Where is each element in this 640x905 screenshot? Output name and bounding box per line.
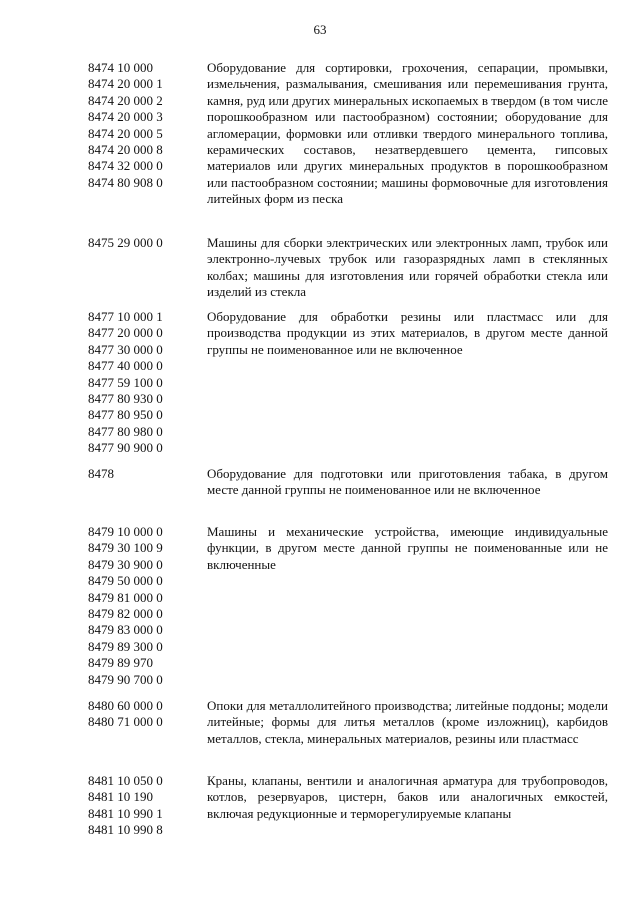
code-list (88, 60, 207, 235)
product-code: 8479 50 000 0 (88, 573, 163, 589)
product-description: Машины для сборки электрических или электронных ламп, трубок или электронно-лучевых трубок или газоразрядных ламп в стеклянных колбах; машины для изготовления или горячей обработки стекла или изделий из стекла (207, 235, 608, 300)
code-list (88, 235, 207, 309)
product-code: 8479 89 300 0 (88, 638, 163, 654)
code-list (88, 309, 207, 466)
table-row (88, 60, 608, 235)
product-code: 8474 80 908 0 (88, 174, 163, 190)
product-code: 8477 40 000 0 (88, 358, 163, 374)
code-list (88, 524, 207, 698)
product-code: 8480 71 000 0 (88, 714, 163, 730)
code-list (88, 773, 207, 843)
product-code: 8474 20 000 3 (88, 109, 163, 125)
table-row (88, 773, 608, 843)
product-code: 8480 60 000 0 (88, 698, 163, 713)
product-code: 8477 80 950 0 (88, 407, 163, 423)
table-row (88, 698, 608, 773)
table-row (88, 235, 608, 309)
product-code: 8477 80 980 0 (88, 423, 163, 439)
product-description: Оборудование для подготовки или приготовления табака, в другом месте данной группы не поименованное или не включенное (207, 466, 608, 498)
product-code: 8477 30 000 0 (88, 341, 163, 357)
table-row (88, 309, 608, 466)
product-code: 8474 10 000 (88, 60, 153, 75)
product-code: 8477 10 000 1 (88, 309, 163, 324)
product-code: 8477 80 930 0 (88, 391, 163, 407)
product-code: 8474 20 000 8 (88, 142, 163, 158)
product-code: 8474 32 000 0 (88, 158, 163, 174)
product-code: 8474 20 000 1 (88, 76, 163, 92)
product-code: 8477 20 000 0 (88, 325, 163, 341)
product-description: Машины и механические устройства, имеющие индивидуальные функции, в другом месте данной группы не поименованные или не включенные (207, 524, 608, 572)
product-code: 8479 10 000 0 (88, 524, 163, 539)
product-code: 8479 82 000 0 (88, 606, 163, 622)
code-list (88, 698, 207, 773)
table-row (88, 524, 608, 698)
product-code: 8479 30 900 0 (88, 556, 163, 572)
product-code: 8479 89 970 (88, 655, 153, 671)
code-list (88, 466, 207, 524)
product-code: 8474 20 000 5 (88, 125, 163, 141)
product-description: Оборудование для обработки резины или пластмасс или для производства продукции из этих материалов, в другом месте данной группы не поименованное или не включенное (207, 309, 608, 357)
table-row (88, 466, 608, 524)
product-description: Опоки для металлолитейного производства; литейные поддоны; модели литейные; формы для литья металлов (кроме изложниц), карбидов металлов, стекла, минеральных материалов, резины или пластмасс (207, 698, 608, 746)
product-description: Оборудование для сортировки, грохочения, сепарации, промывки, измельчения, размалывания, смешивания или перемешивания грунта, камня, руд или других минеральных ископаемых в твердом (в том числе порошкообразном или пастообразном) состоянии; оборудование для агломерации, формовки или отливки твердого минерального топлива, керамических составов, незатвердевшего цемента, гипсовых материалов или других минеральных продуктов в порошкообразном или пастообразном состоянии; машины формовочные для изготовления литейных форм из песка (207, 60, 608, 207)
product-code: 8479 30 100 9 (88, 540, 163, 556)
product-code: 8475 29 000 0 (88, 235, 163, 250)
code-table (88, 60, 608, 843)
product-code: 8474 20 000 2 (88, 92, 163, 108)
product-code: 8481 10 990 1 (88, 805, 163, 821)
product-code: 8477 59 100 0 (88, 374, 163, 390)
page-number: 63 (313, 22, 327, 37)
product-code: 8479 90 700 0 (88, 671, 163, 687)
product-code: 8478 (88, 466, 114, 481)
product-code: 8479 83 000 0 (88, 622, 163, 638)
product-code: 8481 10 190 (88, 789, 153, 805)
product-code: 8479 81 000 0 (88, 589, 163, 605)
product-code: 8481 10 990 8 (88, 822, 163, 838)
product-code: 8481 10 050 0 (88, 773, 163, 788)
product-description: Краны, клапаны, вентили и аналогичная арматура для трубопроводов, котлов, резервуаров, цистерн, баков или аналогичных емкостей, включая редукционные и терморегулируемые клапаны (207, 773, 608, 821)
product-code: 8477 90 900 0 (88, 440, 163, 456)
